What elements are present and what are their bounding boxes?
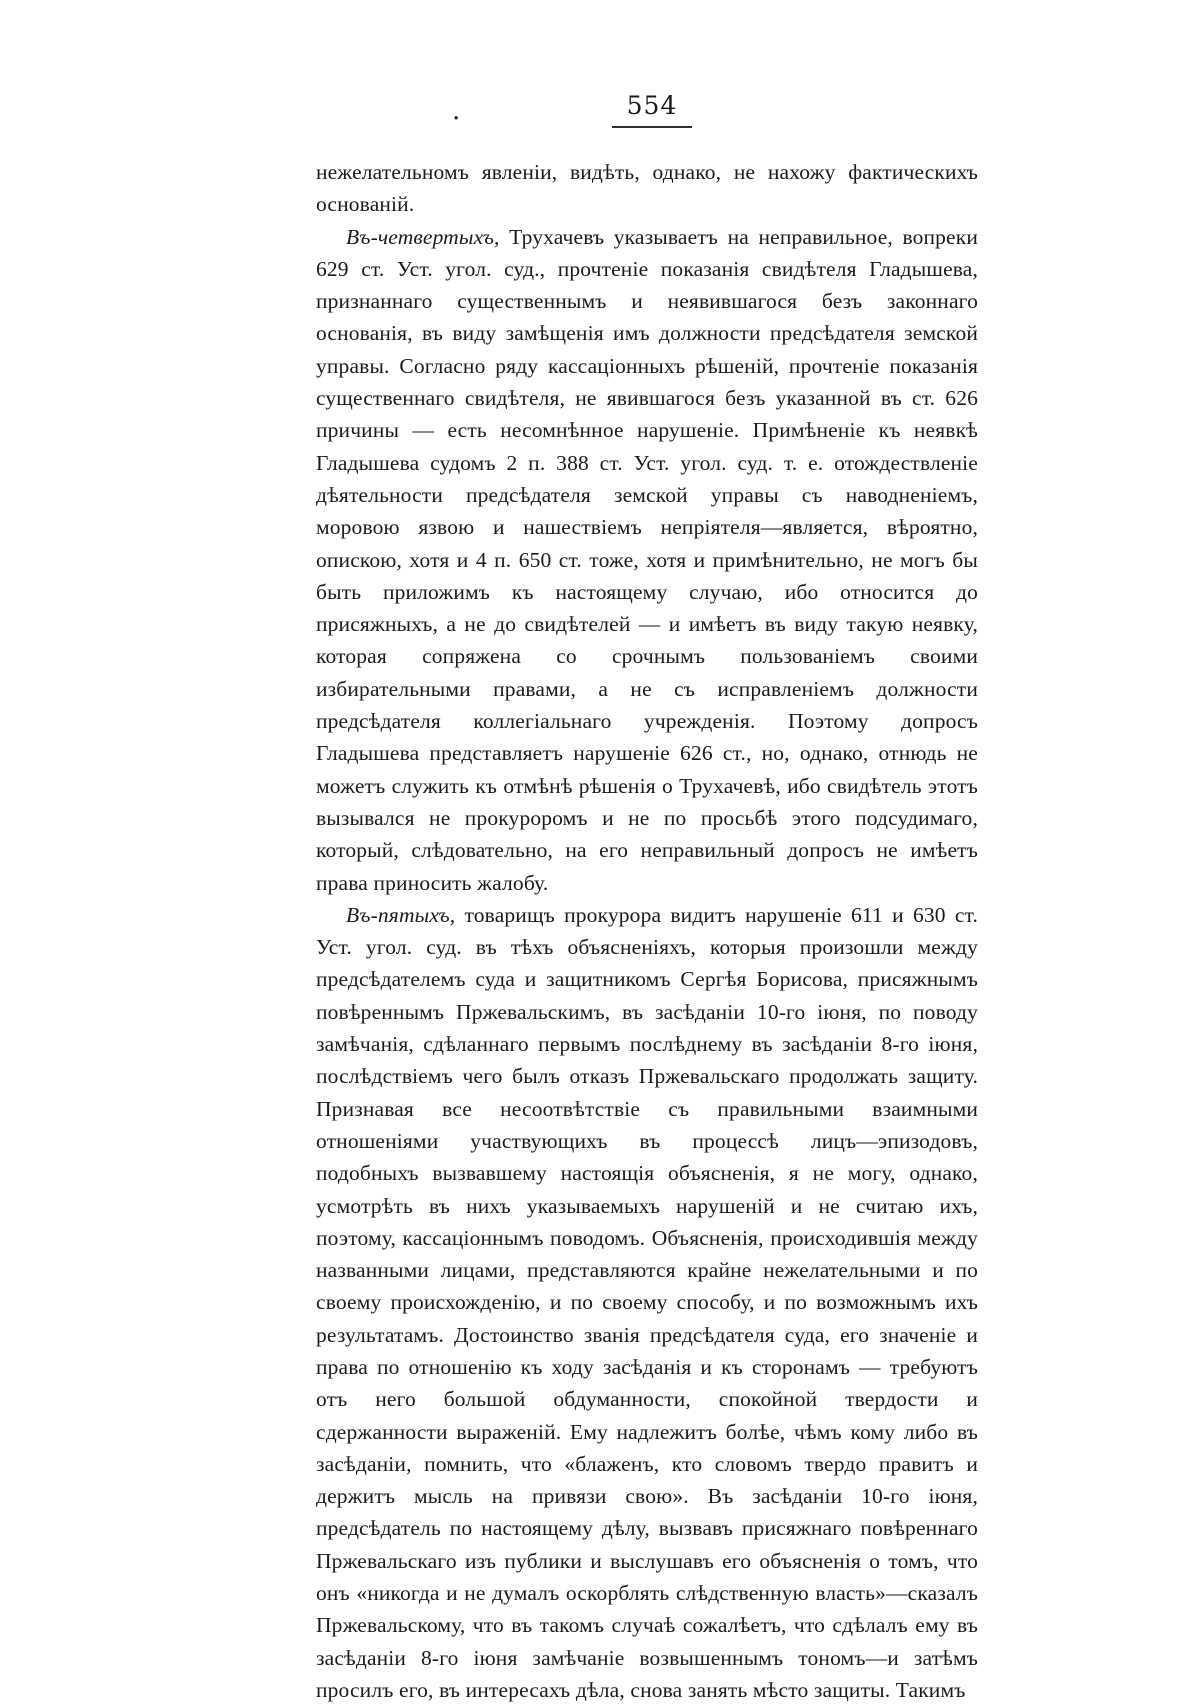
paragraph-continuation <box>316 156 978 221</box>
paragraph-fifth <box>316 899 978 1706</box>
paragraph-lead: Въ-четвертыхъ, <box>346 224 500 249</box>
paragraph-text: Трухачевъ указываетъ на неправильное, вопреки 629 ст. Уст. угол. суд., прочтеніе показанія свидѣтеля Гладышева, признаннаго существеннымъ и неявившагося безъ законнаго основанія, въ виду замѣщенія имъ должности предсѣдателя земской управы. Согласно ряду кассаціонныхъ рѣшеній, прочтеніе показанія существеннаго свидѣтеля, не явившагося безъ указанной въ ст. 626 причины — есть несомнѣнное нарушеніе. Примѣненіе къ неявкѣ Гладышева судомъ 2 п. 388 ст. Уст. угол. суд. т. е. отождествленіе дѣятельности предсѣдателя земской управы съ наводненіемъ, моровою язвою и нашествіемъ непріятеля—является, вѣроятно, опискою, хотя и 4 п. 650 ст. тоже, хотя и примѣнительно, не могъ бы быть приложимъ къ настоящему случаю, ибо относится до присяжныхъ, а не до свидѣтелей — и имѣетъ въ виду такую неявку, которая сопряжена со срочнымъ пользованіемъ своими избирательными правами, а не съ исправленіемъ должности предсѣдателя коллегіальнаго учрежденія. Поэтому допросъ Гладышева представляетъ нарушеніе 626 ст., но, однако, отнюдь не можетъ служить къ отмѣнѣ рѣшенія о Трухачевѣ, ибо свидѣтель этотъ вызывался не прокуроромъ и не по просьбѣ этого подсудимаго, который, слѣдовательно, на его неправильный допросъ не имѣетъ права приносить жалобу. <box>316 224 978 895</box>
page-number: 554 <box>626 91 678 120</box>
header-dot: . <box>452 96 461 126</box>
paragraph-lead: Въ-пятыхъ, <box>346 902 456 927</box>
paragraph-text: нежелательномъ явленіи, видѣть, однако, не нахожу фактическихъ основаній. <box>316 160 978 217</box>
page-number-rule <box>612 126 692 128</box>
page-header <box>0 92 1194 132</box>
paragraph-fourth <box>316 221 978 899</box>
paragraph-text: товарищъ прокурора видитъ нарушеніе 611 и 630 ст. Уст. угол. суд. въ тѣхъ объясненіяхъ, которыя произошли между предсѣдателемъ суда и защитникомъ Сергѣя Борисова, присяжнымъ повѣреннымъ Пржевальскимъ, въ засѣданіи 10-го іюня, по поводу замѣчанія, сдѣланнаго первымъ послѣднему въ засѣданіи 8-го іюня, послѣдствіемъ чего былъ отказъ Пржевальскаго продолжать защиту. Признавая все несоотвѣтствіе съ правильными взаимными отношеніями участвующихъ въ процессѣ лицъ—эпизодовъ, подобныхъ вызвавшему настоящія объясненія, я не могу, однако, усмотрѣть въ нихъ указываемыхъ нарушеній и не считаю ихъ, поэтому, кассаціоннымъ поводомъ. Объясненія, происходившія между названными лицами, представляются крайне нежелательными и по своему происхожденію, и по своему способу, и по возможнымъ ихъ результатамъ. Достоинство званія предсѣдателя суда, его значеніе и права по отношенію къ ходу засѣданія и къ сторонамъ — требуютъ отъ него большой обдуманности, спокойной твердости и сдержанности выраженій. Ему надлежитъ болѣе, чѣмъ кому либо въ засѣданіи, помнить, что «блаженъ, кто словомъ твердо правитъ и держитъ мысль на привязи свою». Въ засѣданіи 10-го іюня, предсѣдатель по настоящему дѣлу, вызвавъ присяжнаго повѣреннаго Пржевальскаго изъ публики и выслушавъ его объясненія о томъ, что онъ «никогда и не думалъ оскорблять слѣдственную власть»—сказалъ Пржевальскому, что въ такомъ случаѣ сожалѣетъ, что сдѣлалъ ему въ засѣданіи 8-го іюня замѣчаніе возвышеннымъ тономъ—и затѣмъ просилъ его, въ интересахъ дѣла, снова занять мѣсто защиты. Такимъ <box>316 902 978 1702</box>
body-text <box>316 156 978 1706</box>
